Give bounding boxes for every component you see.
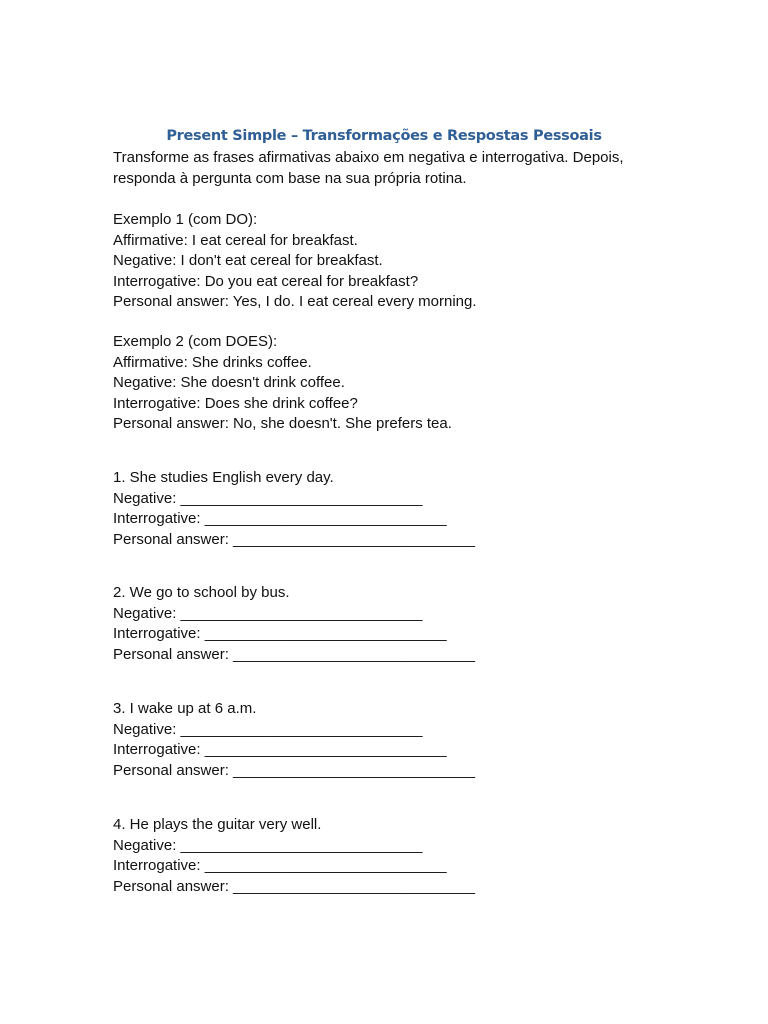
example-1 [113,210,673,313]
exercise-2-negative-blank: Negative: _____________________________ [113,604,423,622]
exercise-1-interrogative-blank: Interrogative: _____________________________ [113,510,447,527]
instructions [113,148,673,189]
example-2-interrogative: Interrogative: Does she drink coffee? [113,394,358,412]
exercise-3-negative-blank: Negative: _____________________________ [113,720,423,738]
instructions-line-1: Transforme as frases afirmativas abaixo em negativa e interrogativa. Depois, [113,149,624,166]
example-2 [113,332,673,435]
example-1-personal-answer: Personal answer: Yes, I do. I eat cereal every morning. [113,293,477,310]
exercise-4-personal-answer-blank: Personal answer: _____________________________ [113,877,475,895]
exercise-2-sentence: 2. We go to school by bus. [113,584,290,601]
exercise-3-interrogative-blank: Interrogative: _____________________________ [113,741,447,758]
exercise-4-sentence: 4. He plays the guitar very well. [113,816,322,833]
example-1-negative: Negative: I don't eat cereal for breakfast. [113,252,383,269]
instructions-line-2: responda à pergunta com base na sua própria rotina. [113,169,467,187]
exercise-1 [113,468,673,550]
exercise-4-negative-blank: Negative: _____________________________ [113,836,423,854]
exercise-1-sentence: 1. She studies English every day. [113,469,334,486]
exercise-2 [113,583,673,665]
exercise-3-personal-answer-blank: Personal answer: _____________________________ [113,761,475,779]
exercise-2-interrogative-blank: Interrogative: _____________________________ [113,625,447,642]
exercise-4-interrogative-blank: Interrogative: _____________________________ [113,857,447,874]
document-title: Present Simple – Transformações e Respostas Pessoais [166,128,602,144]
example-1-affirmative: Affirmative: I eat cereal for breakfast. [113,231,358,249]
example-1-heading: Exemplo 1 (com DO): [113,211,258,228]
example-2-personal-answer: Personal answer: No, she doesn't. She prefers tea. [113,415,452,432]
exercise-3-sentence: 3. I wake up at 6 a.m. [113,700,257,717]
exercise-1-personal-answer-blank: Personal answer: _____________________________ [113,530,475,548]
example-2-heading: Exemplo 2 (com DOES): [113,333,278,350]
exercise-4 [113,815,673,897]
example-2-affirmative: Affirmative: She drinks coffee. [113,353,312,371]
example-2-negative: Negative: She doesn't drink coffee. [113,374,345,391]
exercise-3 [113,699,673,781]
example-1-interrogative: Interrogative: Do you eat cereal for breakfast? [113,272,419,290]
exercise-1-negative-blank: Negative: _____________________________ [113,489,423,507]
exercise-2-personal-answer-blank: Personal answer: _____________________________ [113,645,475,663]
